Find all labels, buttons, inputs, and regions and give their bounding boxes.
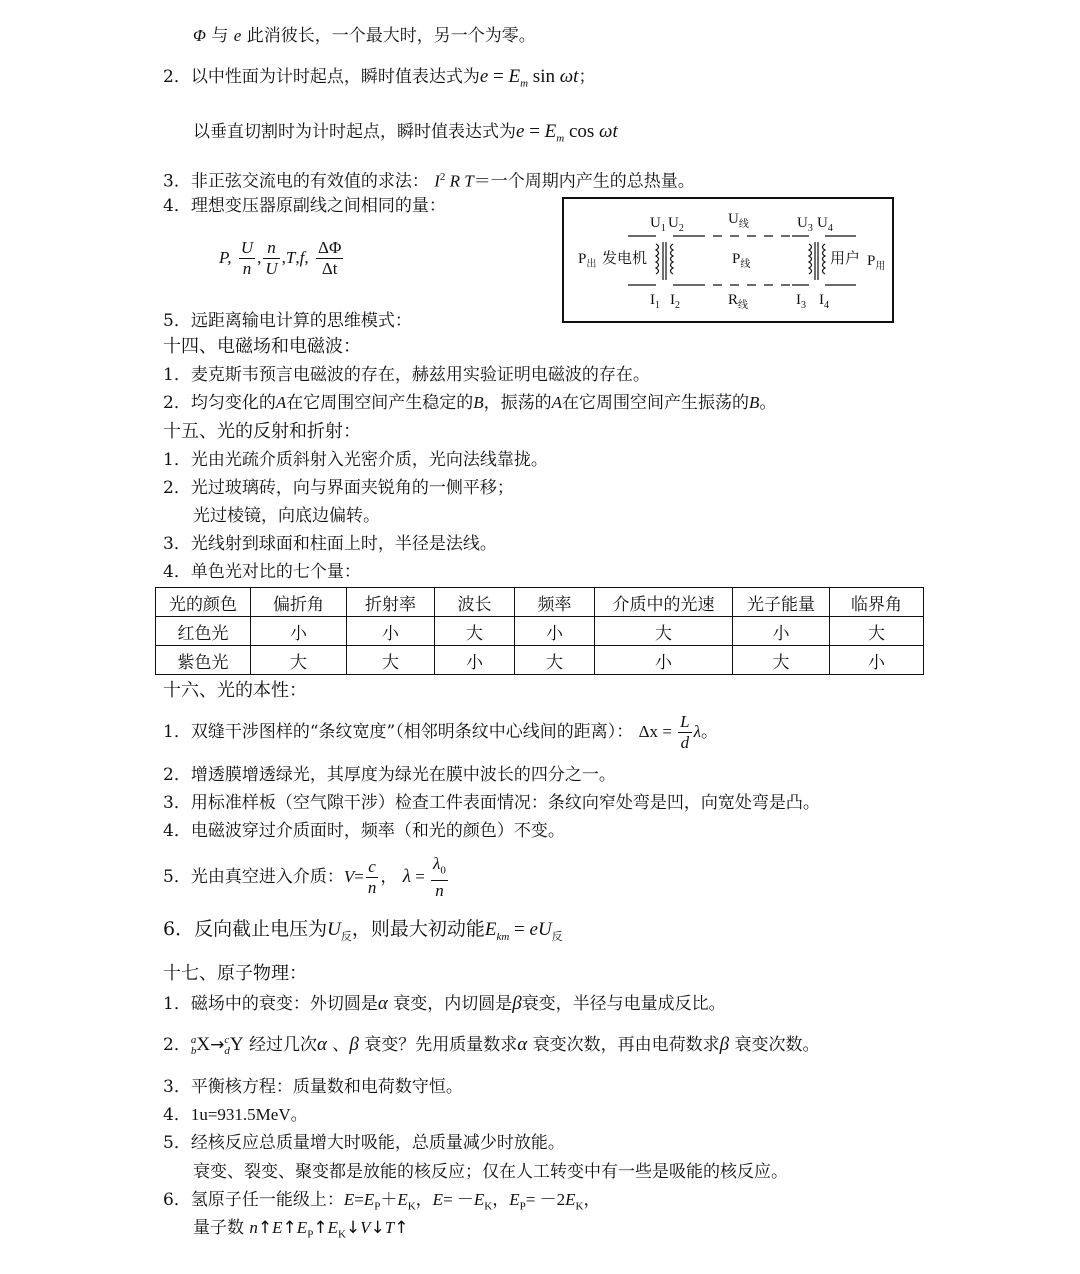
comma: , xyxy=(295,248,300,267)
item-text: ，振荡的 xyxy=(483,393,552,413)
item-number: 2． xyxy=(163,67,191,87)
subscript-P: P xyxy=(307,1228,314,1241)
item-text: 电磁波穿过介质面时，频率（和光的颜色）不变。 xyxy=(190,821,565,841)
table-cell: 小 xyxy=(435,646,515,675)
item-number: 4． xyxy=(163,821,191,841)
table-cell: 小 xyxy=(347,617,435,646)
comma: , xyxy=(304,248,309,267)
item-text: 平衡核方程：质量数和电荷数守恒。 xyxy=(190,1077,463,1097)
down-arrow-icon: ↓ xyxy=(345,1218,361,1238)
item-text: 光过玻璃砖，向与界面夹锐角的一侧平移； xyxy=(190,478,514,498)
sec16-item-4 xyxy=(163,820,565,842)
symbol-V: V xyxy=(360,1218,371,1237)
denominator: n xyxy=(367,878,377,898)
numerator: U xyxy=(240,238,254,257)
subscript-fan: 反 xyxy=(340,929,352,943)
formula-square: 2 xyxy=(439,171,446,183)
ac-item-4 xyxy=(163,195,446,217)
table-header: 介质中的光速 xyxy=(595,588,733,617)
item-text: 光过棱镜，向底边偏转。 xyxy=(193,506,380,526)
item-text: 氢原子任一能级上： xyxy=(190,1190,344,1210)
formula-cos: cos xyxy=(564,121,600,142)
denominator: U xyxy=(265,259,278,278)
formula-eq: = xyxy=(410,867,430,887)
symbol-E: E xyxy=(432,1190,444,1209)
punct: ； xyxy=(578,67,596,87)
label-I4: $I_4$ xyxy=(819,292,829,311)
item-number: 3． xyxy=(163,793,191,813)
formula-V: V xyxy=(343,867,355,887)
formula-omega-t: ωt xyxy=(559,66,579,87)
item-number: 2． xyxy=(163,478,191,498)
item-number: 2． xyxy=(163,1035,191,1055)
symbol-n: n xyxy=(249,1218,258,1237)
sec17-item-6 xyxy=(163,1189,600,1217)
denominator: n xyxy=(435,881,444,901)
item-text: 衰变？先用质量数求 xyxy=(358,1035,518,1055)
table-cell: 大 xyxy=(347,646,435,675)
symbol-E: E xyxy=(509,1190,520,1209)
item-text: 单色光对比的七个量： xyxy=(190,562,361,582)
table-header: 波长 xyxy=(435,588,515,617)
denominator: n xyxy=(242,259,252,278)
phi-symbol: Φ xyxy=(193,26,206,45)
table-cell: 紫色光 xyxy=(156,646,251,675)
item-number: 4． xyxy=(163,1105,191,1125)
numerator: L xyxy=(680,712,690,731)
formula-eq: = xyxy=(658,722,677,741)
item-text: 光由光疏介质斜射入光密介质，光向法线靠拢。 xyxy=(190,450,548,470)
label-P-line: $P_线$ xyxy=(732,251,751,270)
denominator: d xyxy=(680,733,690,752)
table-header: 光子能量 xyxy=(733,588,830,617)
item-text: 用标准样板（空气隙干涉）检查工件表面情况：条纹向窄处弯是凹，向宽处弯是凸。 xyxy=(190,793,820,813)
numerator: n xyxy=(263,238,279,259)
table-cell: 小 xyxy=(251,617,347,646)
nuclide-X: X xyxy=(196,1034,211,1055)
item-text: 反向截止电压为 xyxy=(194,918,328,940)
formula-e: e xyxy=(479,66,489,87)
section-17-title: 十七、原子物理： xyxy=(163,963,307,984)
formula-eq: = xyxy=(354,867,364,887)
punct: ， xyxy=(492,1190,510,1210)
punct: ， xyxy=(583,1190,601,1210)
formula-sub-m: m xyxy=(556,132,565,145)
item-text: 1u=931.5MeV。 xyxy=(190,1105,308,1124)
sec17-item-6b xyxy=(193,1217,409,1245)
symbol-B: B xyxy=(473,393,484,412)
sec17-item-4 xyxy=(163,1104,308,1126)
text: 此消彼长，一个最大时，另一个为零。 xyxy=(241,26,536,46)
subscript-K: K xyxy=(407,1200,416,1213)
ac-item-4-formula xyxy=(219,236,345,280)
item-text: ，则最大初动能 xyxy=(351,918,485,940)
sec16-item-1 xyxy=(163,712,718,753)
numerator: ΔΦ xyxy=(318,238,342,257)
formula-eq: = － xyxy=(443,1190,474,1209)
sec16-item-2 xyxy=(163,764,616,786)
item-text: 以中性面为计时起点，瞬时值表达式为 xyxy=(190,67,480,87)
item-text: 衰变、裂变、聚变都是放能的核反应；仅在人工转变中有一些是吸能的核反应。 xyxy=(193,1162,788,1182)
subscript-K: K xyxy=(337,1228,346,1241)
punct: ， xyxy=(380,867,403,888)
formula-R: R xyxy=(445,171,465,191)
symbol-T: T xyxy=(384,1218,395,1237)
fraction-U-over-n xyxy=(239,238,255,279)
sec17-item-1 xyxy=(163,993,726,1015)
table-cell: 小 xyxy=(733,617,830,646)
sec14-item-1 xyxy=(163,364,650,386)
item-text: ＝一个周期内产生的总热量。 xyxy=(473,171,695,192)
table-header: 偏折角 xyxy=(251,588,347,617)
sec17-item-3 xyxy=(163,1076,463,1098)
denominator: Δt xyxy=(321,259,338,278)
item-text: 远距离输电计算的思维模式： xyxy=(190,311,412,331)
symbol-A: A xyxy=(551,393,562,412)
formula-eq: = xyxy=(354,1190,364,1209)
item-text: 经核反应总质量增大时吸能，总质量减少时放能。 xyxy=(190,1133,565,1153)
item-number: 1． xyxy=(163,365,191,385)
table-header: 频率 xyxy=(515,588,595,617)
ac-item-2b xyxy=(193,121,618,149)
item-number: 1． xyxy=(163,450,191,470)
punct: 。 xyxy=(701,722,718,742)
item-text: 经过几次 xyxy=(243,1035,317,1055)
lambda-symbol: λ xyxy=(693,722,701,741)
formula-eq: = xyxy=(488,66,509,87)
item-text: 磁场中的衰变：外切圆是 xyxy=(190,994,378,1014)
comma: , xyxy=(281,248,286,267)
item-text: 量子数 xyxy=(193,1218,250,1238)
light-comparison-table xyxy=(155,587,924,675)
e-symbol: e xyxy=(233,26,242,45)
symbol-B: B xyxy=(749,393,760,412)
label-user: 用户 xyxy=(830,249,861,267)
item-number: 5． xyxy=(163,867,191,888)
section-14-title: 十四、电磁场和电磁波： xyxy=(163,336,361,357)
ac-line-phi-e xyxy=(193,25,536,47)
beta-symbol: β xyxy=(349,1034,359,1055)
sec16-item-6 xyxy=(163,918,563,948)
sec14-item-2 xyxy=(163,392,776,414)
item-text: 光由真空进入介质： xyxy=(190,867,344,888)
symbol-E: E xyxy=(363,1190,375,1209)
item-number: 6． xyxy=(163,918,195,940)
sec15-item-3 xyxy=(163,533,497,555)
symbol-E: E xyxy=(296,1218,308,1237)
table-cell: 小 xyxy=(515,617,595,646)
item-text: 以垂直切割时为计时起点，瞬时值表达式为 xyxy=(193,122,516,142)
table-row xyxy=(156,617,924,646)
alpha-symbol: α xyxy=(316,1034,327,1055)
item-text: 衰变，内切圆是 xyxy=(387,994,513,1014)
item-number: 3． xyxy=(163,534,191,554)
table-cell: 小 xyxy=(595,646,733,675)
symbol-E: E xyxy=(343,1190,355,1209)
formula-eq: = xyxy=(509,919,530,940)
table-header: 折射率 xyxy=(347,588,435,617)
item-text: 、 xyxy=(326,1035,350,1055)
table-header-row xyxy=(156,588,924,617)
formula-f: f xyxy=(299,248,305,267)
table-cell: 红色光 xyxy=(156,617,251,646)
alpha-symbol: α xyxy=(377,993,388,1014)
fraction-lambda0-over-n xyxy=(431,854,448,901)
item-number: 6． xyxy=(163,1190,191,1210)
table-header: 临界角 xyxy=(830,588,924,617)
ac-item-2 xyxy=(163,66,595,94)
symbol-E: E xyxy=(473,1190,485,1209)
sec17-item-5b xyxy=(193,1161,788,1183)
label-I1: $I_1$ xyxy=(650,292,660,311)
beta-symbol: β xyxy=(512,993,522,1014)
sec15-item-1 xyxy=(163,449,548,471)
table-cell: 大 xyxy=(595,617,733,646)
item-text: 衰变，半径与电量成反比。 xyxy=(521,994,726,1014)
fraction-n-over-U xyxy=(263,238,279,279)
fraction-L-over-d xyxy=(678,712,691,753)
label-P-out: $P_出$ xyxy=(578,251,597,270)
up-arrow-icon: ↑ xyxy=(313,1218,328,1238)
item-number: 2． xyxy=(163,393,191,413)
label-P-user: $P_用$ xyxy=(867,253,886,272)
table-cell: 大 xyxy=(251,646,347,675)
label-U1: $U_1$ xyxy=(650,215,666,234)
formula-I: I xyxy=(434,171,440,191)
subscript-P: P xyxy=(519,1200,526,1213)
formula-U: U xyxy=(327,919,341,940)
ac-item-3 xyxy=(163,166,695,193)
sec17-item-5 xyxy=(163,1132,565,1154)
item-number: 5． xyxy=(163,311,191,331)
punct: ， xyxy=(415,1190,433,1210)
symbol-E: E xyxy=(272,1218,283,1237)
table-cell: 小 xyxy=(830,646,924,675)
subscript-K: K xyxy=(484,1200,493,1213)
formula-E: E xyxy=(508,66,521,87)
formula-eq: = －2 xyxy=(525,1190,566,1209)
item-number: 4． xyxy=(163,196,191,216)
item-text: 在它周围空间产生稳定的 xyxy=(286,393,474,413)
item-text: 增透膜增透绿光，其厚度为绿光在膜中波长的四分之一。 xyxy=(190,765,616,785)
table-row xyxy=(156,646,924,675)
label-generator: 发电机 xyxy=(602,249,648,267)
arrow-icon: → xyxy=(210,1035,225,1055)
fraction-c-over-n xyxy=(366,857,379,898)
section-16-title: 十六、光的本性： xyxy=(163,680,307,701)
formula-eU: eU xyxy=(529,919,552,940)
item-text: 均匀变化的 xyxy=(190,393,276,413)
item-text: 光线射到球面和柱面上时，半径是法线。 xyxy=(190,534,497,554)
item-number: 4． xyxy=(163,562,191,582)
item-text: 双缝干涉图样的“条纹宽度”（相邻明条纹中心线间的距离）： xyxy=(190,722,634,742)
formula-E: E xyxy=(544,121,557,142)
up-arrow-icon: ↑ xyxy=(257,1218,273,1238)
plus: ＋ xyxy=(380,1190,398,1210)
item-text: 衰变次数，再由电荷数求 xyxy=(527,1035,720,1055)
formula-omega-t: ωt xyxy=(599,121,618,142)
nuclide-indices-a-b: a b xyxy=(190,1033,197,1057)
section-15-title: 十五、光的反射和折射： xyxy=(163,421,361,442)
item-text: 非正弦交流电的有效值的求法： xyxy=(190,171,435,192)
symbol-E: E xyxy=(565,1190,576,1209)
power-transmission-diagram xyxy=(562,197,894,323)
formula-sub-m: m xyxy=(520,77,529,90)
table-cell: 大 xyxy=(515,646,595,675)
label-R-line: $R_线$ xyxy=(728,292,749,311)
punct: 。 xyxy=(759,393,777,413)
formula-E: E xyxy=(484,919,497,940)
formula-P: P, xyxy=(219,248,232,267)
table-header: 光的颜色 xyxy=(156,588,251,617)
comma: , xyxy=(257,248,262,267)
table-cell: 大 xyxy=(733,646,830,675)
up-arrow-icon: ↑ xyxy=(282,1218,297,1238)
sec17-item-2 xyxy=(163,1032,819,1058)
item-text: 在它周围空间产生振荡的 xyxy=(562,393,749,413)
subscript-P: P xyxy=(374,1200,381,1213)
item-number: 1． xyxy=(163,722,191,742)
item-number: 5． xyxy=(163,1133,191,1153)
label-U2: $U_2$ xyxy=(668,215,684,234)
label-U3: $U_3$ xyxy=(797,215,813,234)
fraction-dphi-over-dt xyxy=(316,238,343,279)
label-I2: $I_2$ xyxy=(670,292,680,311)
beta-symbol: β xyxy=(719,1034,730,1055)
item-number: 2． xyxy=(163,765,191,785)
subscript-K: K xyxy=(575,1200,584,1213)
label-I3: $I_3$ xyxy=(796,292,806,311)
sec16-item-3 xyxy=(163,792,820,814)
text: 与 xyxy=(205,26,234,46)
formula-delta-x: Δx xyxy=(638,722,659,741)
up-arrow-icon: ↑ xyxy=(394,1218,409,1238)
item-text: 衰变次数。 xyxy=(729,1035,820,1055)
alpha-symbol: α xyxy=(517,1034,528,1055)
item-number: 3． xyxy=(163,1077,191,1097)
formula-sin: sin xyxy=(528,66,560,87)
symbol-E: E xyxy=(327,1218,338,1237)
item-text: 理想变压器原副线之间相同的量： xyxy=(190,196,446,216)
lambda-symbol: λ xyxy=(402,866,411,888)
item-number: 1． xyxy=(163,994,191,1014)
item-number: 3． xyxy=(163,171,191,192)
sec15-item-4 xyxy=(163,561,361,583)
item-text: 麦克斯韦预言电磁波的存在，赫兹用实验证明电磁波的存在。 xyxy=(190,365,650,385)
subscript-km: km xyxy=(496,930,510,943)
formula-eq: = xyxy=(524,121,545,142)
nuclide-Y: Y xyxy=(229,1034,244,1055)
label-U-line: $U_线$ xyxy=(728,211,749,230)
sec15-item-2 xyxy=(163,477,514,499)
table-cell: 大 xyxy=(435,617,515,646)
ac-item-5 xyxy=(163,310,412,332)
sec15-item-2b xyxy=(193,505,380,527)
table-cell: 大 xyxy=(830,617,924,646)
nuclide-indices-c-d: c d xyxy=(224,1033,230,1057)
numerator: c xyxy=(366,857,379,878)
sec16-item-5 xyxy=(163,854,450,901)
formula-e: e xyxy=(516,121,525,142)
subscript-fan: 反 xyxy=(551,929,563,943)
numerator: $\lambda_0$ xyxy=(431,854,448,881)
formula-T: T xyxy=(285,248,296,267)
symbol-E: E xyxy=(397,1190,408,1209)
formula-T: T xyxy=(464,171,474,191)
down-arrow-icon: ↓ xyxy=(370,1218,385,1238)
label-U4: $U_4$ xyxy=(817,215,833,234)
symbol-A: A xyxy=(275,393,287,412)
